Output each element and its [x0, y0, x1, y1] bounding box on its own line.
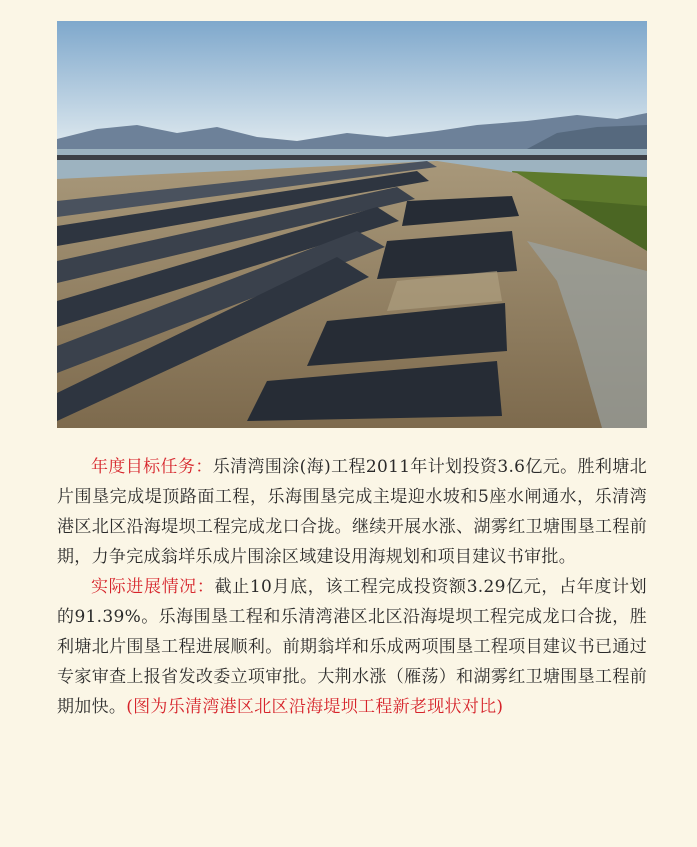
paragraph-goal: [57, 452, 647, 572]
photo-caption: (图为乐清湾港区北区沿海堤坝工程新老现状对比): [126, 697, 504, 717]
progress-body: 截止10月底，该工程完成投资额3.29亿元，占年度计划的91.39%。乐海围垦工程和乐清湾港区北区沿海堤坝工程完成龙口合拢，胜利塘北片围垦工程进展顺利。前期翁垟和乐成两项围垦工程项目建议书已通过专家审查上报省发改委立项审批。大荆水涨（雁荡）和湖雾红卫塘围垦工程前期加快。: [57, 577, 647, 717]
seawall-photo: [57, 21, 647, 428]
article-body: [57, 452, 647, 722]
goal-body: 乐清湾围涂(海)工程2011年计划投资3.6亿元。胜利塘北片围垦完成堤顶路面工程，乐海围垦完成主堤迎水坡和5座水闸通水，乐清湾港区北区沿海堤坝工程完成龙口合拢。继续开展水涨、湖雾红卫塘围垦工程前期，力争完成翁垟乐成片围涂区域建设用海规划和项目建议书审批。: [57, 457, 647, 567]
far-seawall: [57, 155, 647, 160]
progress-label: 实际进展情况：: [91, 577, 215, 597]
goal-label: 年度目标任务：: [91, 457, 213, 477]
paragraph-progress: [57, 572, 647, 722]
